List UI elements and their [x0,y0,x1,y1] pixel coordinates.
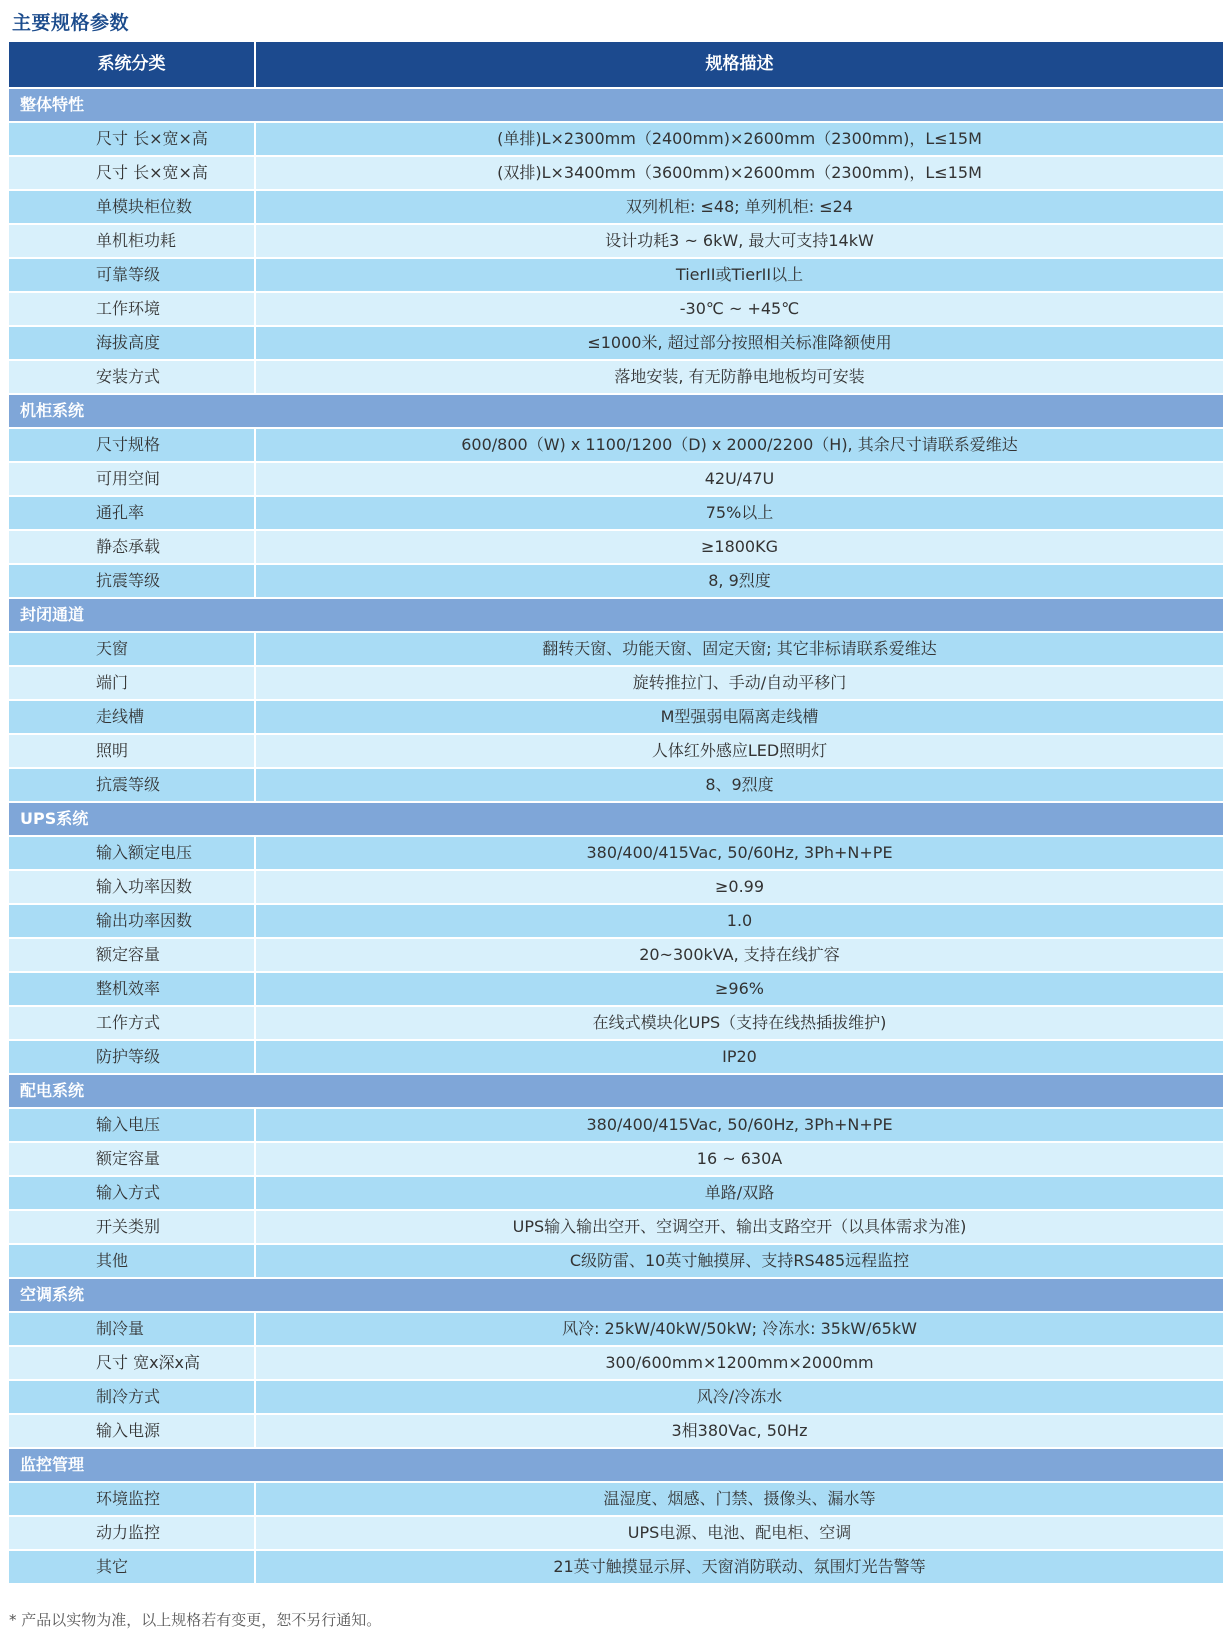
row-category: 制冷方式 [9,1380,255,1414]
table-row [9,190,1223,224]
section-row [9,802,1223,836]
row-category: 环境监控 [9,1482,255,1516]
row-spec: M型强弱电隔离走线槽 [255,700,1223,734]
section-row [9,1448,1223,1482]
row-category: 照明 [9,734,255,768]
row-category: 整机效率 [9,972,255,1006]
row-category: 抗震等级 [9,564,255,598]
section-row [9,394,1223,428]
table-row [9,632,1223,666]
row-spec: 单路/双路 [255,1176,1223,1210]
row-category: 天窗 [9,632,255,666]
row-spec: ≥96% [255,972,1223,1006]
row-category: 安装方式 [9,360,255,394]
row-spec: 42U/47U [255,462,1223,496]
table-row [9,258,1223,292]
section-title: 整体特性 [9,88,1223,122]
table-row [9,1210,1223,1244]
table-row [9,122,1223,156]
table-row [9,1142,1223,1176]
row-spec: 21英寸触摸显示屏、天窗消防联动、氛围灯光告警等 [255,1550,1223,1583]
table-row [9,156,1223,190]
row-spec: UPS输入输出空开、空调空开、输出支路空开（以具体需求为准) [255,1210,1223,1244]
table-row [9,360,1223,394]
table-row [9,1482,1223,1516]
table-row [9,1346,1223,1380]
row-spec: 600/800（W) x 1100/1200（D) x 2000/2200（H), 其余尺寸请联系爱维达 [255,428,1223,462]
section-title: 配电系统 [9,1074,1223,1108]
row-spec: 温湿度、烟感、门禁、摄像头、漏水等 [255,1482,1223,1516]
row-spec: 300/600mm×1200mm×2000mm [255,1346,1223,1380]
row-spec: 风冷/冷冻水 [255,1380,1223,1414]
table-row [9,972,1223,1006]
section-row [9,1074,1223,1108]
table-row [9,1380,1223,1414]
table-row [9,700,1223,734]
row-spec: 人体红外感应LED照明灯 [255,734,1223,768]
section-title: 封闭通道 [9,598,1223,632]
row-spec: (双排)L×3400mm（3600mm)×2600mm（2300mm)，L≤15M [255,156,1223,190]
row-spec: 20~300kVA, 支持在线扩容 [255,938,1223,972]
row-spec: ≥1800KG [255,530,1223,564]
table-row [9,1244,1223,1278]
row-spec: 在线式模块化UPS（支持在线热插拔维护) [255,1006,1223,1040]
row-category: 输入电压 [9,1108,255,1142]
spec-table-body [9,88,1223,1583]
table-row [9,1312,1223,1346]
row-category: 防护等级 [9,1040,255,1074]
section-title: 空调系统 [9,1278,1223,1312]
spec-table [9,42,1223,1583]
table-row [9,462,1223,496]
row-spec: 75%以上 [255,496,1223,530]
row-spec: 落地安装, 有无防静电地板均可安装 [255,360,1223,394]
row-spec: UPS电源、电池、配电柜、空调 [255,1516,1223,1550]
section-title: UPS系统 [9,802,1223,836]
row-category: 动力监控 [9,1516,255,1550]
row-category: 其它 [9,1550,255,1583]
row-spec: 旋转推拉门、手动/自动平移门 [255,666,1223,700]
row-category: 工作方式 [9,1006,255,1040]
row-category: 输入方式 [9,1176,255,1210]
row-spec: 380/400/415Vac, 50/60Hz, 3Ph+N+PE [255,1108,1223,1142]
section-title: 机柜系统 [9,394,1223,428]
row-spec: C级防雷、10英寸触摸屏、支持RS485远程监控 [255,1244,1223,1278]
row-category: 端门 [9,666,255,700]
row-spec: (单排)L×2300mm（2400mm)×2600mm（2300mm)，L≤15M [255,122,1223,156]
row-spec: 3相380Vac, 50Hz [255,1414,1223,1448]
row-category: 可用空间 [9,462,255,496]
table-row [9,224,1223,258]
table-row [9,1516,1223,1550]
row-spec: 8, 9烈度 [255,564,1223,598]
table-row [9,1414,1223,1448]
table-row [9,1550,1223,1583]
row-spec: TierII或TierII以上 [255,258,1223,292]
row-spec: 设计功耗3 ~ 6kW, 最大可支持14kW [255,224,1223,258]
row-spec: 1.0 [255,904,1223,938]
row-category: 抗震等级 [9,768,255,802]
section-title: 监控管理 [9,1448,1223,1482]
row-category: 输入功率因数 [9,870,255,904]
table-row [9,1108,1223,1142]
row-category: 尺寸 长×宽×高 [9,156,255,190]
row-category: 静态承载 [9,530,255,564]
table-row [9,904,1223,938]
row-spec: ≤1000米, 超过部分按照相关标准降额使用 [255,326,1223,360]
table-row [9,666,1223,700]
header-category: 系统分类 [9,42,255,88]
table-row [9,292,1223,326]
section-row [9,598,1223,632]
row-category: 单机柜功耗 [9,224,255,258]
row-category: 通孔率 [9,496,255,530]
row-spec: ≥0.99 [255,870,1223,904]
page-title: 主要规格参数 [12,12,130,34]
header-spec: 规格描述 [255,42,1223,88]
section-row [9,1278,1223,1312]
row-category: 可靠等级 [9,258,255,292]
table-row [9,1176,1223,1210]
table-row [9,1040,1223,1074]
row-category: 尺寸 宽x深x高 [9,1346,255,1380]
table-row [9,496,1223,530]
row-spec: 380/400/415Vac, 50/60Hz, 3Ph+N+PE [255,836,1223,870]
table-row [9,564,1223,598]
row-category: 走线槽 [9,700,255,734]
row-category: 输入电源 [9,1414,255,1448]
row-category: 尺寸 长×宽×高 [9,122,255,156]
table-row [9,530,1223,564]
row-category: 单模块柜位数 [9,190,255,224]
row-category: 额定容量 [9,1142,255,1176]
table-row [9,870,1223,904]
table-row [9,326,1223,360]
table-row [9,1006,1223,1040]
row-category: 制冷量 [9,1312,255,1346]
row-spec: 双列机柜: ≤48; 单列机柜: ≤24 [255,190,1223,224]
section-row [9,88,1223,122]
row-category: 海拔高度 [9,326,255,360]
row-category: 尺寸规格 [9,428,255,462]
row-category: 输出功率因数 [9,904,255,938]
row-spec: 翻转天窗、功能天窗、固定天窗; 其它非标请联系爱维达 [255,632,1223,666]
row-category: 输入额定电压 [9,836,255,870]
row-spec: IP20 [255,1040,1223,1074]
table-row [9,836,1223,870]
row-spec: -30℃ ~ +45℃ [255,292,1223,326]
table-row [9,768,1223,802]
table-row [9,938,1223,972]
row-category: 其他 [9,1244,255,1278]
row-spec: 8、9烈度 [255,768,1223,802]
table-row [9,428,1223,462]
row-spec: 风冷: 25kW/40kW/50kW; 冷冻水: 35kW/65kW [255,1312,1223,1346]
table-row [9,734,1223,768]
row-category: 工作环境 [9,292,255,326]
table-header-row [9,42,1223,88]
row-spec: 16 ~ 630A [255,1142,1223,1176]
row-category: 额定容量 [9,938,255,972]
row-category: 开关类别 [9,1210,255,1244]
footnote: * 产品以实物为准，以上规格若有变更，恕不另行通知。 [9,1611,382,1629]
